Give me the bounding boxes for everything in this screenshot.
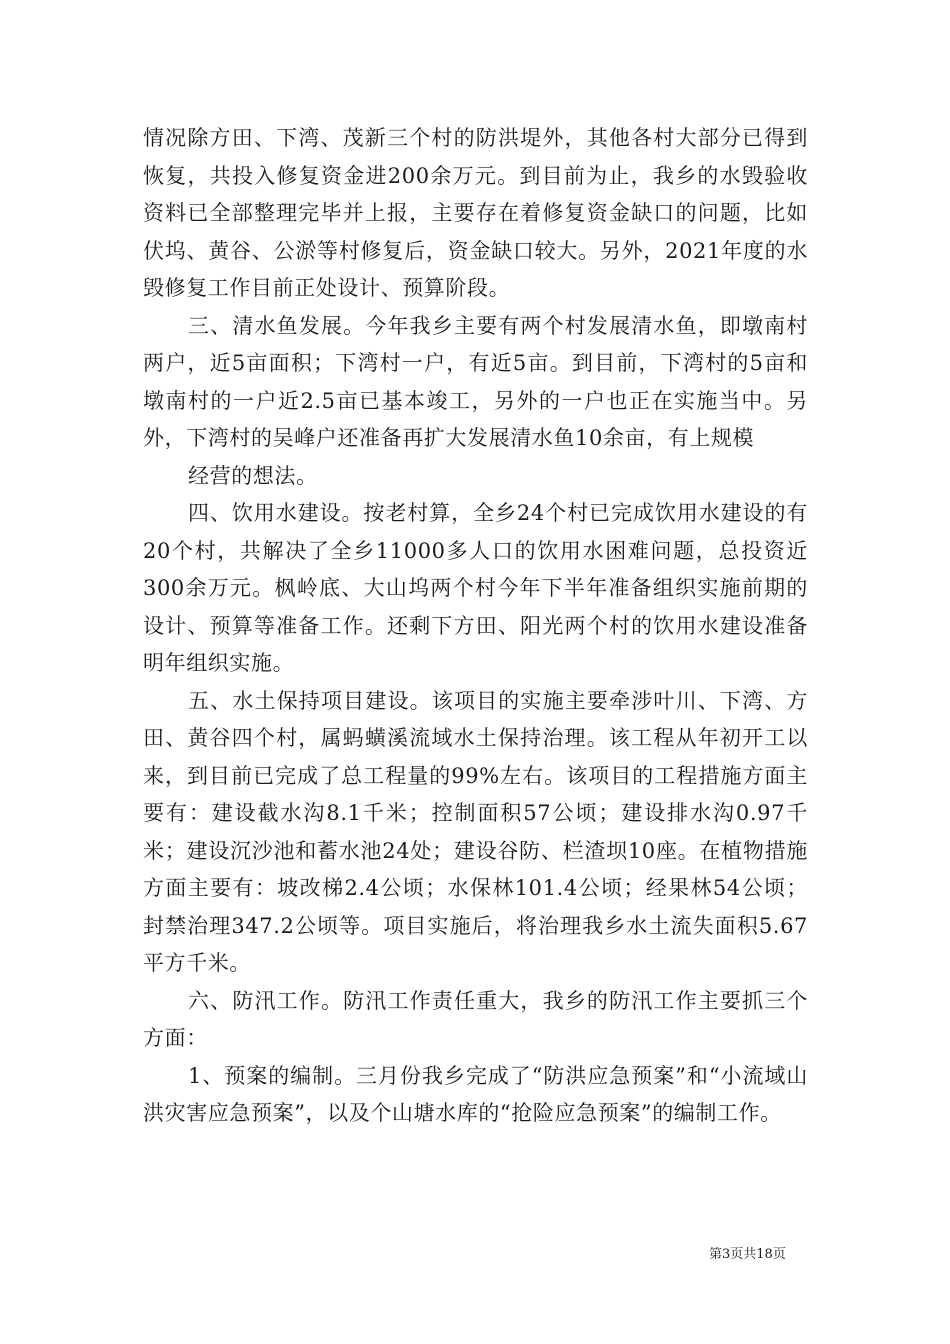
page-number: 第3页共18页: [709, 1247, 786, 1262]
paragraph-drinking-water: 四、饮用水建设。按老村算，全乡24个村已完成饮用水建设的有20个村，共解决了全乡11000多人口的饮用水困难问题，总投资近300余万元。枫岭底、大山坞两个村今年下半年准备组织实施前期的设计、预算等准备工作。还剩下方田、阳光两个村的饮用水建设准备明年组织实施。: [143, 501, 808, 675]
paragraph-emergency-plan: 1、预案的编制。三月份我乡完成了“防洪应急预案”和“小流域山洪灾害应急预案”，以及个山塘水库的“抢险应急预案”的编制工作。: [143, 1063, 808, 1125]
paragraph-clear-water-fish: 三、清水鱼发展。今年我乡主要有两个村发展清水鱼，即墩南村两户，近5亩面积；下湾村一户，有近5亩。到目前，下湾村的5亩和墩南村的一户近2.5亩已基本竣工，另外的一户也正在实施当中。另外，下湾村的吴峰户还准备再扩大发展清水鱼10余亩，有上规模: [143, 313, 808, 450]
paragraph-business-idea: 经营的想法。: [188, 463, 318, 488]
body-text: [143, 120, 808, 1133]
paragraph-flood-control: 六、防汛工作。防汛工作责任重大，我乡的防汛工作主要抓三个方面：: [143, 988, 808, 1050]
paragraph-soil-conservation: 五、水土保持项目建设。该项目的实施主要牵涉叶川、下湾、方田、黄谷四个村，属蚂蟥溪流域水土保持治理。该工程从年初开工以来，到目前已完成了总工程量的99%左右。该项目的工程措施方面主要有：建设截水沟8.1千米；控制面积57公顷；建设排水沟0.97千米；建设沉沙池和蓄水池24处；建设谷防、栏渣坝10座。在植物措施方面主要有：坡改梯2.4公顷；水保林101.4公顷；经果林54公顷；封禁治理347.2公顷等。项目实施后，将治理我乡水土流失面积5.67平方千米。: [143, 688, 808, 975]
paragraph-flood-repair: 情况除方田、下湾、茂新三个村的防洪堤外，其他各村大部分已得到恢复，共投入修复资金进200余万元。到目前为止，我乡的水毁验收资料已全部整理完毕并上报，主要存在着修复资金缺口的问题，比如伏坞、黄谷、公淤等村修复后，资金缺口较大。另外，2021年度的水毁修复工作目前正处设计、预算阶段。: [143, 126, 808, 300]
